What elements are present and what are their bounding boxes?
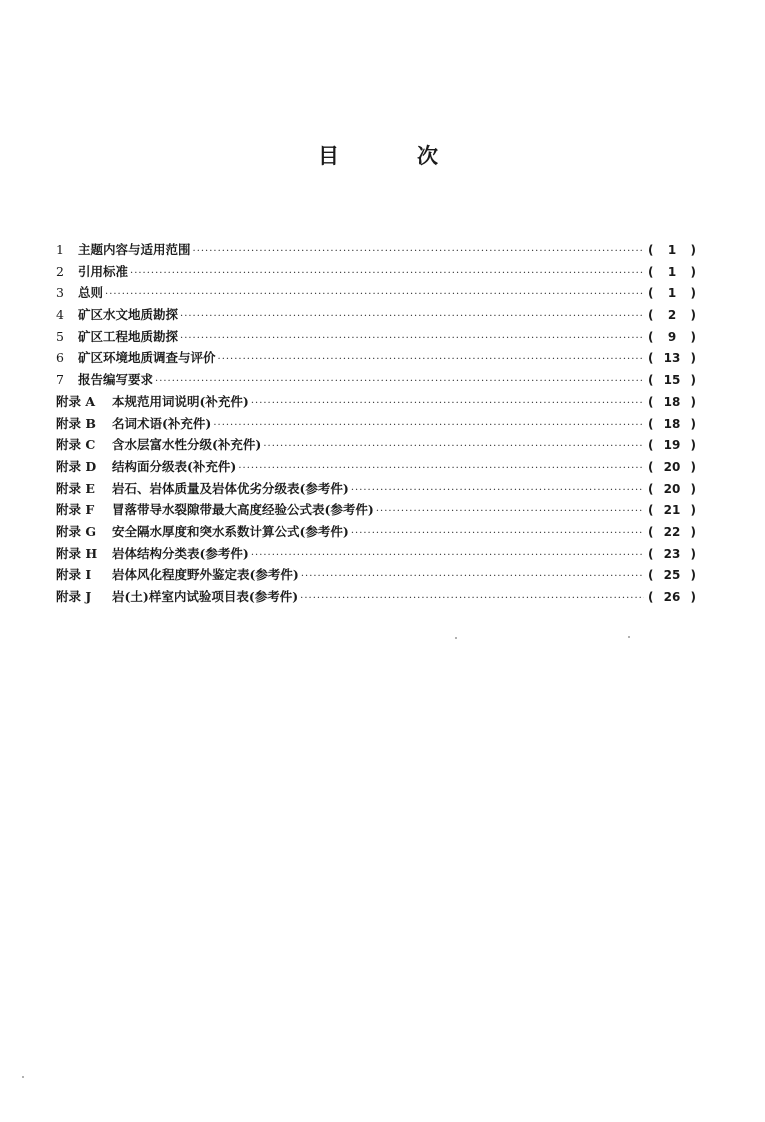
toc-entry-number: 2 <box>56 263 64 279</box>
toc-entry-number: 4 <box>56 307 64 323</box>
toc-entry-page: ( 22 ) <box>648 524 696 539</box>
toc-entry-title: 报告编写要求 <box>78 372 154 388</box>
toc-page-number: 18 <box>663 416 681 431</box>
toc-entry-number: 附录 J <box>56 589 92 604</box>
toc-leader-dots <box>376 506 644 517</box>
toc-entry-page: ( 20 ) <box>648 481 696 496</box>
toc-entry-page: ( 21 ) <box>648 503 696 518</box>
toc-entry-number: 附录 I <box>56 567 92 583</box>
toc-entry-title: 含水层富水性分级(补充件) <box>112 437 262 453</box>
toc-entry-number: 1 <box>56 242 64 257</box>
toc-leader-dots <box>155 376 644 387</box>
toc-entry[interactable] <box>56 327 696 349</box>
toc-entry-page: ( 9 ) <box>648 329 696 344</box>
toc-entry-title: 矿区环境地质调查与评价 <box>78 350 216 366</box>
toc-entry-number: 附录 A <box>56 393 96 409</box>
toc-entry-page: ( 18 ) <box>648 394 696 409</box>
toc-entry-title: 冒落带导水裂隙带最大高度经验公式表(参考件) <box>112 502 374 518</box>
toc-page-number: 23 <box>663 546 681 561</box>
scan-speck <box>455 637 457 639</box>
toc-entry-title: 安全隔水厚度和突水系数计算公式(参考件) <box>112 523 349 539</box>
toc-entry-page: ( 19 ) <box>648 438 696 453</box>
scan-speck <box>628 636 630 638</box>
toc-leader-dots <box>263 441 644 452</box>
toc-entry-title: 本规范用词说明(补充件) <box>112 393 249 409</box>
toc-entry-page: ( 1 ) <box>648 264 696 279</box>
toc-leader-dots <box>238 463 644 474</box>
toc-entry-number: 附录 H <box>56 545 98 561</box>
toc-entry-page: ( 23 ) <box>648 546 696 561</box>
toc-entry-page: ( 20 ) <box>648 459 696 474</box>
toc-page-number: 20 <box>663 481 681 496</box>
toc-entry[interactable] <box>56 544 696 566</box>
toc-entry[interactable] <box>56 414 696 436</box>
toc-entry[interactable] <box>56 565 696 587</box>
toc-entry-title: 引用标准 <box>78 263 129 279</box>
toc-leader-dots <box>301 571 644 582</box>
toc-page-number: 20 <box>663 459 681 474</box>
toc-page-number: 2 <box>667 308 677 323</box>
toc-leader-dots <box>300 593 644 604</box>
toc-entry-number: 7 <box>56 372 64 388</box>
title-char-2: 次 <box>417 144 438 168</box>
toc-page-number: 13 <box>663 351 681 366</box>
toc-entry-title: 岩体风化程度野外鉴定表(参考件) <box>112 567 299 583</box>
toc-entry[interactable] <box>56 587 696 609</box>
toc-entry-number: 附录 F <box>56 502 95 518</box>
toc-entry-number: 附录 G <box>56 523 97 539</box>
toc-page-number: 22 <box>663 524 681 539</box>
toc-entry-number: 3 <box>56 285 64 301</box>
toc-entry[interactable] <box>56 283 696 305</box>
toc-entry[interactable] <box>56 522 696 544</box>
toc-leader-dots <box>213 420 644 431</box>
toc-entry-number: 附录 D <box>56 458 97 474</box>
toc-leader-dots <box>105 289 644 300</box>
toc-page-number: 9 <box>667 329 677 344</box>
toc-entry-title: 总则 <box>78 285 104 301</box>
toc-entry-number: 附录 E <box>56 480 95 496</box>
toc-leader-dots <box>218 354 644 365</box>
scan-speck <box>22 1076 24 1078</box>
toc-leader-dots <box>251 398 644 409</box>
toc-entry[interactable] <box>56 240 696 262</box>
toc-entry-number: 6 <box>56 350 64 366</box>
toc-entry-title: 矿区工程地质勘探 <box>78 328 179 344</box>
toc-page-number: 1 <box>667 243 677 257</box>
toc-entry-page: ( 1 ) <box>648 243 696 257</box>
toc-entry-title: 岩体结构分类表(参考件) <box>112 545 249 561</box>
toc-entry[interactable] <box>56 479 696 501</box>
toc-entry-page: ( 25 ) <box>648 568 696 583</box>
toc-entry-number: 附录 C <box>56 437 96 453</box>
toc-page-number: 15 <box>663 373 681 388</box>
toc-entry-number: 5 <box>56 328 64 344</box>
toc-entry[interactable] <box>56 305 696 327</box>
toc-entry-title: 岩石、岩体质量及岩体优劣分级表(参考件) <box>112 480 349 496</box>
table-of-contents <box>56 240 696 609</box>
toc-entry[interactable] <box>56 457 696 479</box>
toc-leader-dots <box>180 311 644 322</box>
toc-page-number: 18 <box>663 394 681 409</box>
toc-entry-page: ( 13 ) <box>648 351 696 366</box>
toc-page-number: 26 <box>663 590 681 604</box>
toc-page-number: 19 <box>663 438 681 453</box>
toc-entry-page: ( 26 ) <box>648 590 696 604</box>
toc-entry-page: ( 18 ) <box>648 416 696 431</box>
toc-entry[interactable] <box>56 348 696 370</box>
toc-page-number: 21 <box>663 503 681 518</box>
toc-entry[interactable] <box>56 500 696 522</box>
toc-entry-page: ( 1 ) <box>648 286 696 301</box>
toc-entry-page: ( 15 ) <box>648 373 696 388</box>
toc-entry-title: 名词术语(补充件) <box>112 415 212 431</box>
toc-leader-dots <box>193 246 644 257</box>
toc-entry-number: 附录 B <box>56 415 96 431</box>
toc-entry[interactable] <box>56 262 696 284</box>
toc-entry-page: ( 2 ) <box>648 308 696 323</box>
toc-entry[interactable] <box>56 435 696 457</box>
toc-leader-dots <box>351 528 644 539</box>
toc-page-number: 1 <box>667 264 677 279</box>
toc-leader-dots <box>251 550 644 561</box>
toc-leader-dots <box>351 485 644 496</box>
toc-entry[interactable] <box>56 370 696 392</box>
toc-entry-title: 矿区水文地质勘探 <box>78 307 179 323</box>
toc-entry[interactable] <box>56 392 696 414</box>
toc-entry-title: 结构面分级表(补充件) <box>112 458 237 474</box>
page-title <box>318 140 438 170</box>
toc-entry-title: 主题内容与适用范围 <box>78 242 191 257</box>
title-char-1: 目 <box>318 144 339 168</box>
toc-entry-title: 岩(土)样室内试验项目表(参考件) <box>112 589 299 604</box>
toc-leader-dots <box>130 268 644 279</box>
toc-leader-dots <box>180 333 644 344</box>
toc-page-number: 1 <box>667 286 677 301</box>
toc-page-number: 25 <box>663 568 681 583</box>
